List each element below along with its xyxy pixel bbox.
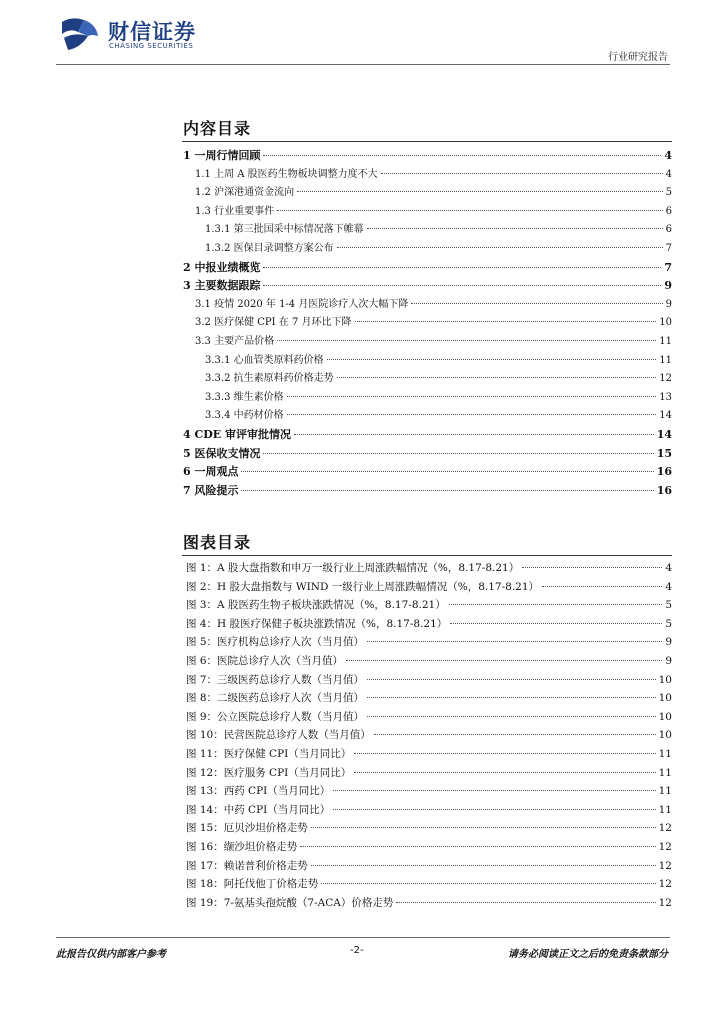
entry-page-number: 4 [665,580,672,593]
dot-leader [449,604,663,605]
entry-title: 图 19：7-氨基头孢烷酸（7-ACA）价格走势 [186,896,394,909]
dot-leader [263,453,653,454]
dot-leader [367,679,656,680]
dot-leader [263,285,661,286]
entry-page-number: 11 [658,803,672,816]
entry-title: 图 15：厄贝沙坦价格走势 [186,822,308,835]
entry-title: 1.3.2 医保目录调整方案公布 [205,243,334,254]
entry-title: 图 2：H 股大盘指数与 WIND 一级行业上周涨跌幅情况（%，8.17-8.21） [186,580,540,593]
figure-entry[interactable] [186,671,672,690]
entry-title: 3.3.3 维生素价格 [205,391,284,403]
dot-leader [542,586,662,587]
entry-page-number: 5 [665,187,672,199]
brand-name-en: CHASING SECURITIES [109,42,194,50]
figure-entry[interactable] [186,782,672,801]
entry-title: 图 1：A 股大盘指数和申万一级行业上周涨跌幅情况（%，8.17-8.21） [186,562,520,574]
entry-title: 4 CDE 审评审批情况 [183,428,291,441]
dot-leader [367,641,662,642]
entry-title: 图 3：A 股医药生物子板块涨跌情况（%，8.17-8.21） [186,599,446,612]
figure-entry[interactable] [186,559,672,578]
dot-leader [337,247,663,248]
entry-title: 图 7：三级医药总诊疗人数（当月值） [186,673,365,686]
dot-leader [450,623,662,624]
footer-divider [56,937,670,938]
entry-page-number: 16 [656,465,672,479]
toc-entry[interactable] [195,165,672,184]
toc-entry[interactable] [205,239,672,258]
toc-entry[interactable] [205,220,672,239]
entry-page-number: 12 [659,373,672,385]
dot-leader [522,567,662,568]
figures-title: 图表目录 [183,533,252,552]
footer-disclaimer-right: 请务必阅读正文之后的免责条款部分 [508,949,668,960]
figure-entry[interactable] [186,596,672,615]
figure-entry[interactable] [186,857,672,876]
chasing-securities-logo-icon [58,14,102,54]
entry-title: 3.1 疫情 2020 年 1-4 月医院诊疗人次大幅下降 [195,298,409,310]
entry-title: 3.2 医疗保健 CPI 在 7 月环比下降 [195,317,352,329]
entry-title: 图 9：公立医院总诊疗人数（当月值） [186,710,365,723]
entry-page-number: 15 [656,446,672,460]
toc-entry[interactable] [195,202,672,221]
dot-leader [241,490,653,491]
entry-title: 图 8：二级医药总诊疗人次（当月值） [186,692,365,705]
entry-title: 7 风险提示 [183,483,239,497]
toc-entry[interactable] [183,276,672,295]
dot-leader [396,902,655,903]
entry-page-number: 7 [664,260,672,274]
dot-leader [346,660,662,661]
entry-title: 3.3.1 心血管类原料药价格 [205,354,324,366]
dot-leader [337,377,657,378]
entry-page-number: 5 [665,617,672,630]
dot-leader [355,321,657,322]
dot-leader [367,697,656,698]
toc-entry[interactable] [205,388,672,407]
entry-page-number: 11 [658,785,672,798]
entry-page-number: 6 [665,205,672,217]
entry-page-number: 10 [658,729,672,742]
entry-page-number: 12 [658,859,672,872]
report-type-label: 行业研究报告 [608,52,668,63]
toc-entry[interactable] [195,313,672,332]
entry-page-number: 6 [665,224,672,236]
entry-title: 图 12：医疗服务 CPI（当月同比） [186,766,352,779]
dot-leader [354,753,655,754]
figure-entry[interactable] [186,726,672,745]
entry-title: 3.3 主要产品价格 [195,336,275,347]
page-number: -2- [350,945,364,956]
dot-leader [241,471,653,472]
entry-page-number: 12 [658,822,672,835]
entry-page-number: 13 [659,391,672,403]
figure-entry[interactable] [186,578,672,597]
figure-entry[interactable] [186,633,672,652]
figure-entry[interactable] [186,745,672,764]
dot-leader [321,883,655,884]
dot-leader [287,396,657,397]
dot-leader [367,716,656,717]
dot-leader [294,434,654,435]
entry-title: 图 16：缬沙坦价格走势 [186,841,298,853]
entry-title: 图 14：中药 CPI（当月同比） [186,803,331,816]
toc-entry[interactable] [195,183,672,202]
entry-title: 图 18：阿托伐他丁价格走势 [186,878,319,891]
entry-title: 3 主要数据跟踪 [183,279,261,293]
figure-entry[interactable] [186,708,672,727]
entry-title: 图 5：医疗机构总诊疗人次（当月值） [186,636,365,649]
dot-leader [374,734,656,735]
figure-entry[interactable] [186,764,672,783]
entry-title: 图 6：医院总诊疗人次（当月值） [186,655,344,667]
toc-entry[interactable] [205,369,672,388]
entry-title: 1 一周行情回顾 [183,149,261,162]
dot-leader [333,790,655,791]
dot-leader [277,340,656,341]
toc-entry[interactable] [183,146,672,165]
entry-title: 图 11：医疗保健 CPI（当月同比） [186,748,352,760]
entry-page-number: 12 [658,896,672,909]
toc-entry[interactable] [195,332,672,351]
dot-leader [333,809,655,810]
entry-page-number: 11 [659,336,672,347]
figure-entry[interactable] [186,689,672,708]
toc-entry[interactable] [205,406,672,425]
figure-entry[interactable] [186,801,672,820]
figure-entry[interactable] [186,652,672,671]
entry-page-number: 10 [659,317,672,329]
entry-page-number: 11 [659,354,672,366]
toc-entry[interactable] [183,462,672,481]
dot-leader [311,865,656,866]
entry-page-number: 12 [658,878,672,891]
dot-leader [411,303,662,304]
dot-leader [327,359,657,360]
dot-leader [263,267,661,268]
entry-page-number: 4 [665,168,672,180]
toc-entry[interactable] [195,295,672,314]
dot-leader [367,228,663,229]
toc-entry[interactable] [183,425,672,444]
entry-page-number: 14 [659,410,672,422]
entry-page-number: 12 [658,841,672,853]
header-divider [56,64,670,65]
toc-entry[interactable] [183,258,672,277]
entry-title: 6 一周观点 [183,465,239,479]
entry-title: 3.3.4 中药材价格 [205,410,284,422]
entry-title: 1.3.1 第三批国采中标情况落下帷幕 [205,224,364,236]
entry-page-number: 5 [665,599,672,612]
entry-title: 图 10：民营医院总诊疗人数（当月值） [186,729,371,742]
figure-entry[interactable] [186,894,672,913]
entry-title: 图 17：赖诺普利价格走势 [186,859,308,872]
entry-title: 5 医保收支情况 [183,446,261,460]
entry-page-number: 11 [658,766,672,779]
dot-leader [297,191,663,192]
company-logo [58,14,218,54]
entry-page-number: 9 [664,279,672,293]
dot-leader [263,155,661,156]
entry-page-number: 9 [665,655,672,667]
figures-title-rule [182,555,672,556]
entry-title: 图 13：西药 CPI（当月同比） [186,785,331,798]
contents-title-rule [182,141,672,142]
entry-page-number: 9 [665,298,672,310]
entry-page-number: 7 [665,243,672,254]
entry-title: 1.2 沪深港通资金流向 [195,187,295,199]
figure-entry[interactable] [186,838,672,857]
dot-leader [287,414,657,415]
entry-page-number: 11 [658,748,672,760]
dot-leader [381,173,663,174]
entry-page-number: 10 [658,673,672,686]
dot-leader [311,827,656,828]
page-header [0,0,724,70]
entry-page-number: 9 [665,636,672,649]
entry-page-number: 4 [664,149,672,162]
toc-entry[interactable] [205,351,672,370]
entry-page-number: 16 [656,483,672,497]
figure-entry[interactable] [186,819,672,838]
entry-page-number: 14 [656,428,672,441]
toc-entry[interactable] [183,481,672,500]
dot-leader [354,772,655,773]
contents-title: 内容目录 [183,119,252,138]
entry-page-number: 4 [665,562,672,574]
entry-title: 3.3.2 抗生素原料药价格走势 [205,373,334,385]
toc-entry[interactable] [183,444,672,463]
entry-page-number: 10 [658,692,672,705]
figure-entry[interactable] [186,875,672,894]
dot-leader [277,210,663,211]
entry-page-number: 10 [658,710,672,723]
footer-disclaimer-left: 此报告仅供内部客户参考 [56,949,166,960]
entry-title: 1.3 行业重要事件 [195,205,275,217]
brand-name-cn: 财信证券 [108,20,196,44]
dot-leader [300,846,655,847]
figure-entry[interactable] [186,615,672,634]
entry-title: 2 中报业绩概览 [183,260,261,274]
entry-title: 图 4：H 股医疗保健子板块涨跌情况（%，8.17-8.21） [186,617,448,630]
entry-title: 1.1 上周 A 股医药生物板块调整力度不大 [195,168,378,180]
